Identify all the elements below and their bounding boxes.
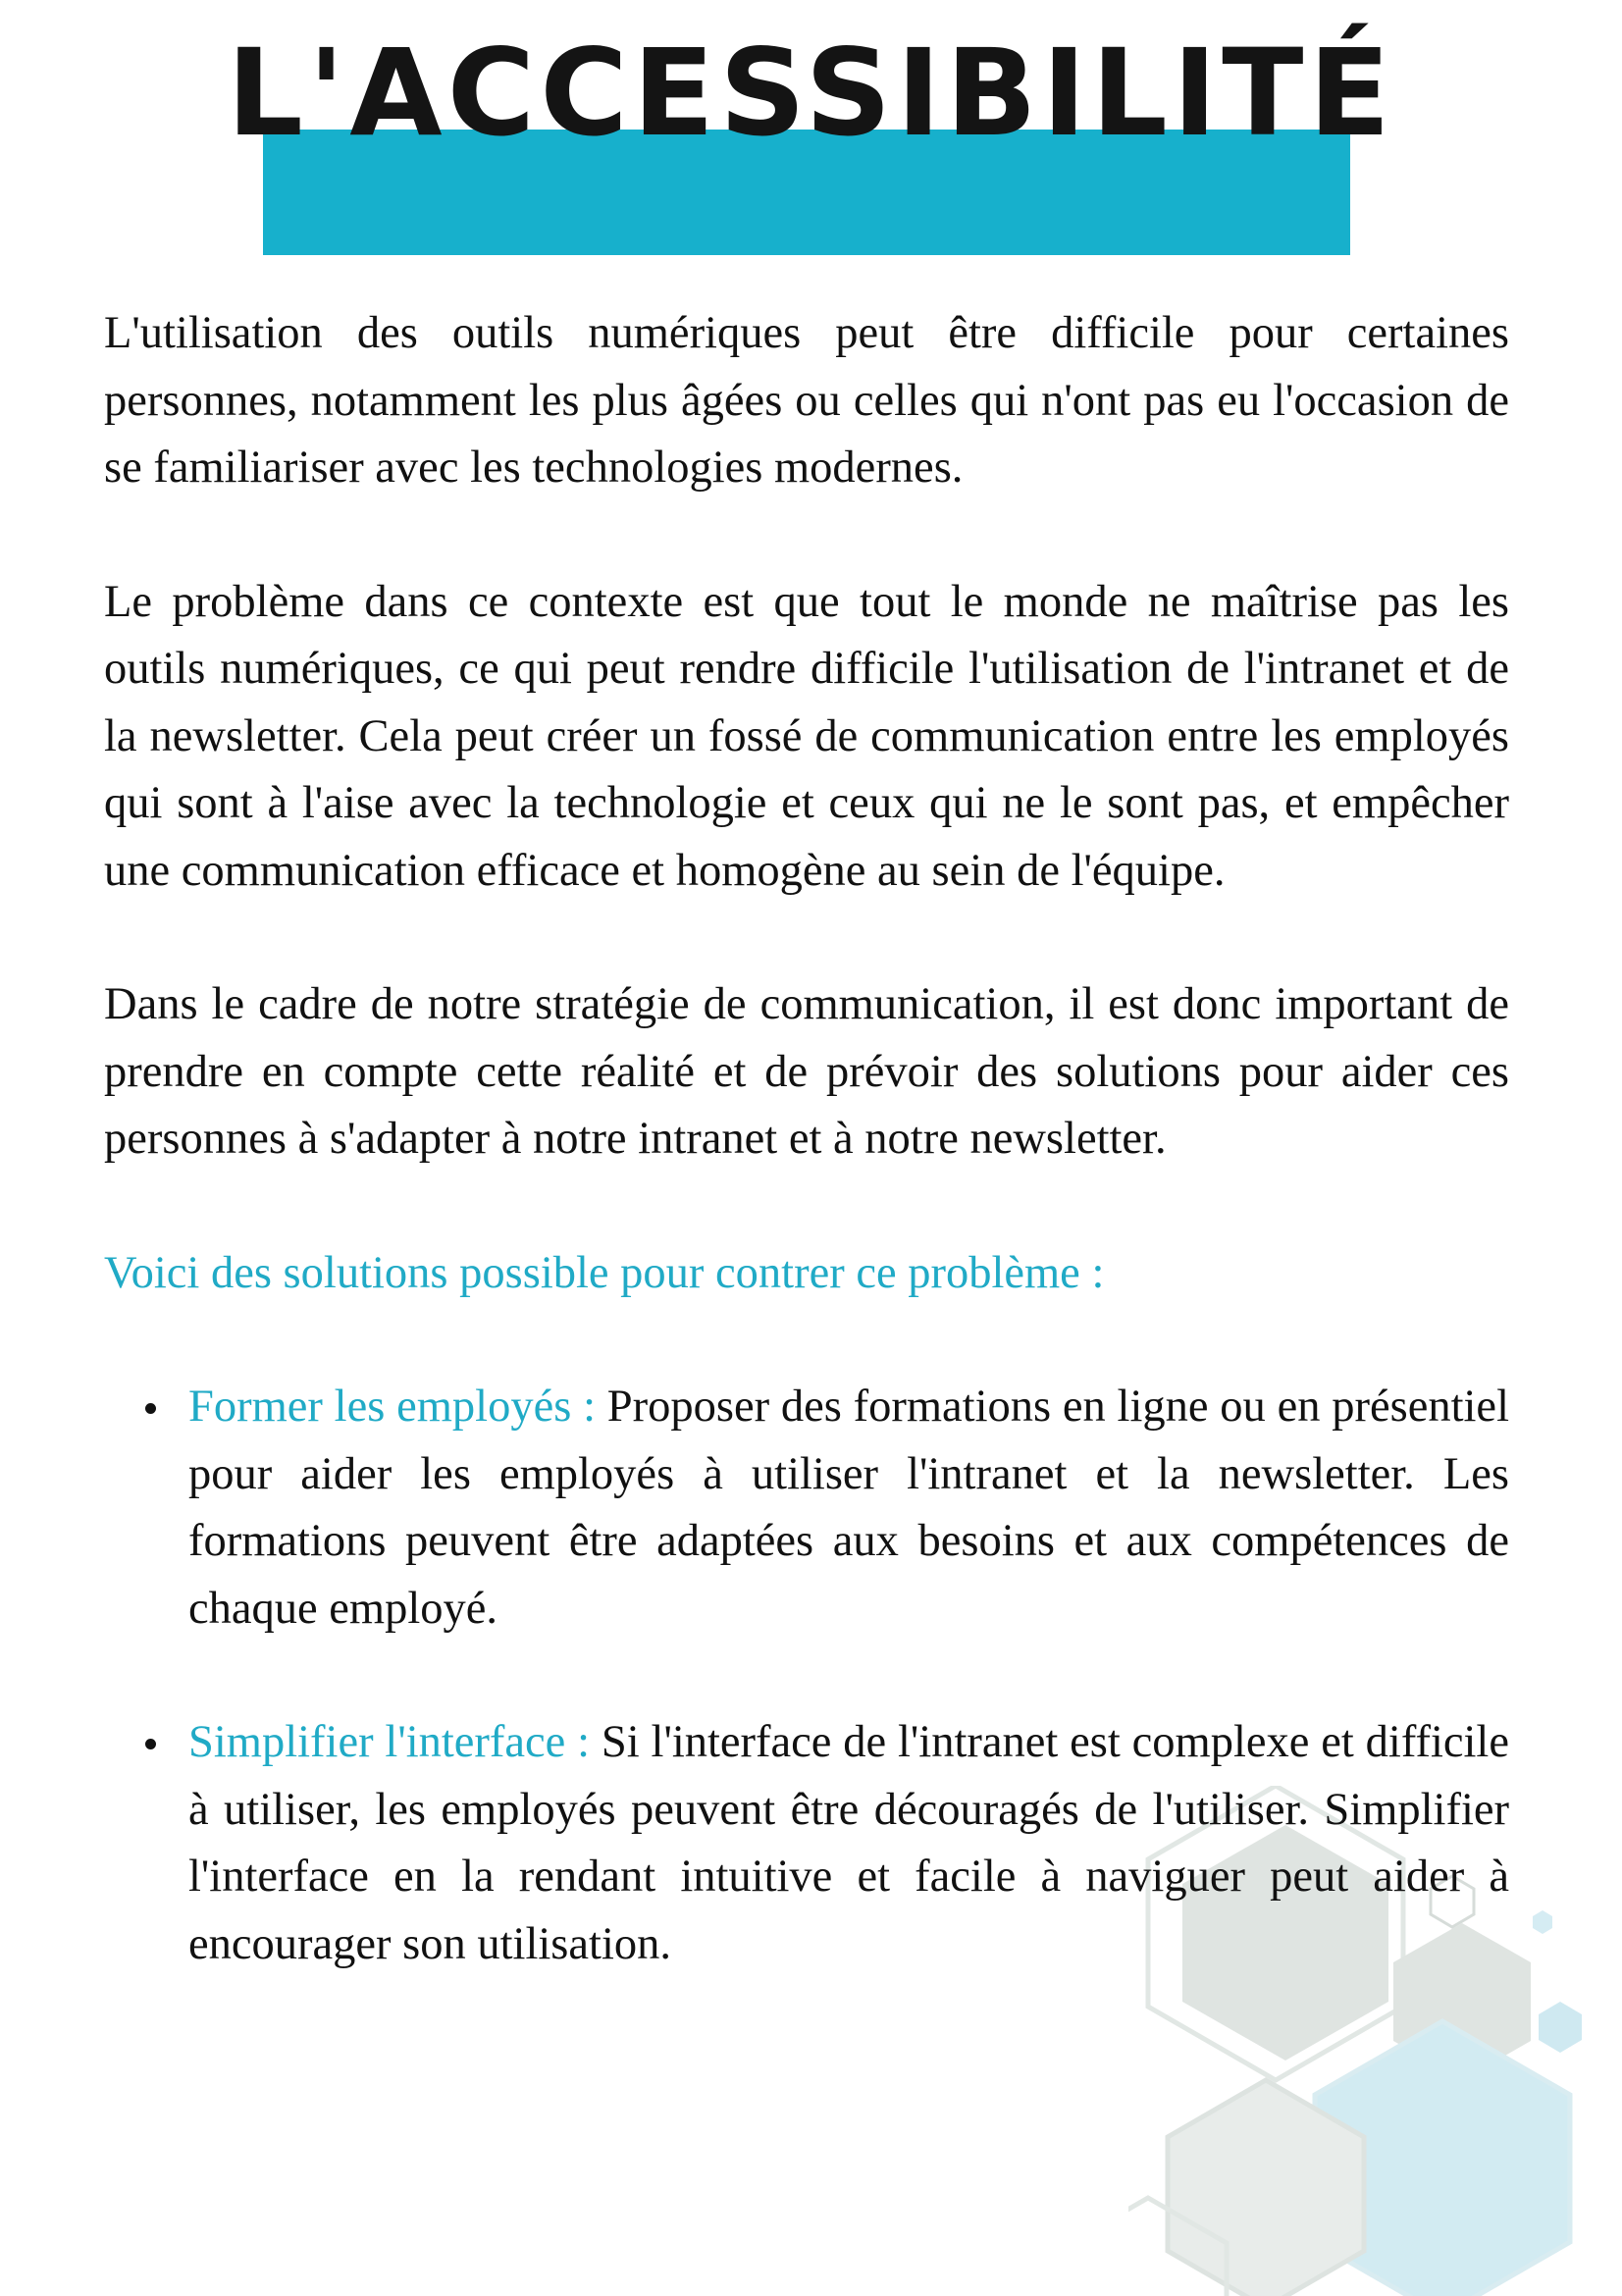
solution-text: Proposer des formations en ligne ou en présentiel pour aider les employés à utiliser l'intranet et la newsletter. Les formations peuvent être adaptées aux besoins et aux compétences de chaque employé.	[188, 1382, 1509, 1634]
bullet-icon	[145, 1739, 156, 1749]
solution-text: Si l'interface de l'intranet est complexe et difficile à utiliser, les employés peuvent être découragés de l'utiliser. Simplifier l'interface en la rendant intuitive et facile à naviguer peut aider à encourager son utilisation.	[188, 1717, 1509, 1969]
solution-item	[104, 1374, 1509, 1643]
solutions-list	[104, 1374, 1509, 1978]
document-body	[104, 300, 1509, 2045]
solution-label: Former les employés :	[188, 1382, 597, 1432]
bullet-icon	[145, 1403, 156, 1414]
paragraph-intro: L'utilisation des outils numériques peut être difficile pour certaines personnes, notamment les plus âgées ou celles qui n'ont pas eu l'occasion de se familiariser avec les technologies modernes.	[104, 308, 1509, 493]
page-title: L'ACCESSIBILITÉ	[227, 24, 1395, 163]
page-header	[0, 0, 1622, 265]
solutions-intro: Voici des solutions possible pour contrer ce problème :	[104, 1247, 1105, 1298]
paragraph-problem: Le problème dans ce contexte est que tout le monde ne maîtrise pas les outils numériques, ce qui peut rendre difficile l'utilisation de l'intranet et de la newsletter. Cela peut créer un fossé de communication entre les employés qui sont à l'aise avec la technologie et ceux qui ne le sont pas, et empêcher une communication efficace et homogène au sein de l'équipe.	[104, 576, 1509, 896]
solution-item	[104, 1709, 1509, 1978]
paragraph-strategy: Dans le cadre de notre stratégie de communication, il est donc important de prendre en compte cette réalité et de prévoir des solutions pour aider ces personnes à s'adapter à notre intranet et à notre newsletter.	[104, 979, 1509, 1164]
solution-label: Simplifier l'interface :	[188, 1717, 591, 1767]
